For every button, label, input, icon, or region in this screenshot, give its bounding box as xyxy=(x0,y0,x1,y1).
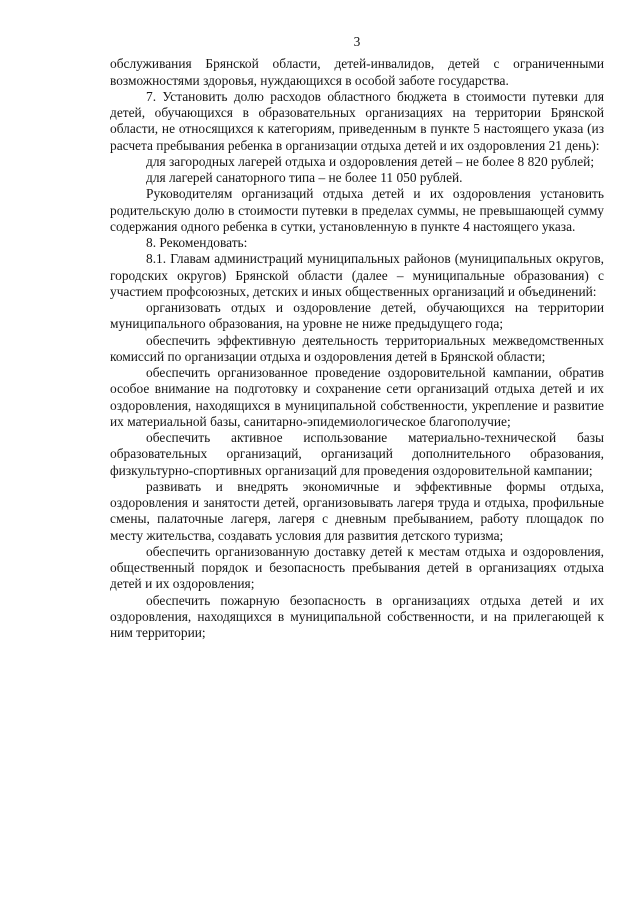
paragraph: Руководителям организаций отдыха детей и их оздоровления установить родительскую долю в стоимости путевки в пределах суммы, не превышающей сумму содержания одного ребенка в сутки, установленную в пункте 4 настоящего указа. xyxy=(110,186,604,234)
paragraph: для загородных лагерей отдыха и оздоровления детей – не более 8 820 рублей; xyxy=(146,153,595,169)
paragraph: развивать и внедрять экономичные и эффективные формы отдыха, оздоровления и занятости детей, организовывать лагеря труда и отдыха, профильные смены, палаточные лагеря, лагеря с дневным пребыванием, работу площадок по месту жительства, создавать условия для развития детского туризма; xyxy=(110,478,604,543)
paragraph: обеспечить эффективную деятельность территориальных межведомственных комиссий по организации отдыха и оздоровления детей в Брянской области; xyxy=(110,332,604,364)
paragraph: организовать отдых и оздоровление детей, обучающихся на территории муниципального образования, на уровне не ниже предыдущего года; xyxy=(110,300,604,332)
paragraph: 7. Установить долю расходов областного бюджета в стоимости путевки для детей, обучающихся в образовательных организациях на территории Брянской области, не относящихся к категориям, приведенным в пункте 5 настоящего указа (из расчета пребывания ребенка в организации отдыха детей и их оздоровления 21 день): xyxy=(110,88,604,153)
document-page xyxy=(110,34,604,641)
paragraph: для лагерей санаторного типа – не более 11 050 рублей. xyxy=(146,170,463,185)
paragraph: обеспечить организованную доставку детей к местам отдыха и оздоровления, общественный порядок и безопасность пребывания детей в организациях отдыха детей и их оздоровления; xyxy=(110,543,604,592)
paragraph: обеспечить пожарную безопасность в организациях отдыха детей и их оздоровления, находящихся в муниципальной собственности, и на прилегающей к ним территории; xyxy=(110,592,604,640)
page-number: 3 xyxy=(353,34,361,49)
paragraph: обеспечить организованное проведение оздоровительной кампании, обратив особое внимание на подготовку и сохранение сети организаций отдыха детей и их оздоровления, находящихся в муниципальной собственности, укрепление и развитие их материальной базы, санитарно-эпидемиологическое благополучие; xyxy=(110,365,604,429)
paragraph: обслуживания Брянской области, детей-инвалидов, детей с ограниченными возможностями здоровья, нуждающихся в особой заботе государства. xyxy=(110,56,604,88)
paragraph: обеспечить активное использование материально-технической базы образовательных организаций, организаций дополнительного образования, физкультурно-спортивных организаций для проведения оздоровительной кампании; xyxy=(110,430,604,478)
document-body xyxy=(110,56,604,641)
paragraph: 8.1. Главам администраций муниципальных районов (муниципальных округов, городских округов) Брянской области (далее – муниципальные образования) с участием профсоюзных, детских и иных общественных организаций и объединений: xyxy=(110,251,604,299)
paragraph: 8. Рекомендовать: xyxy=(146,235,248,250)
